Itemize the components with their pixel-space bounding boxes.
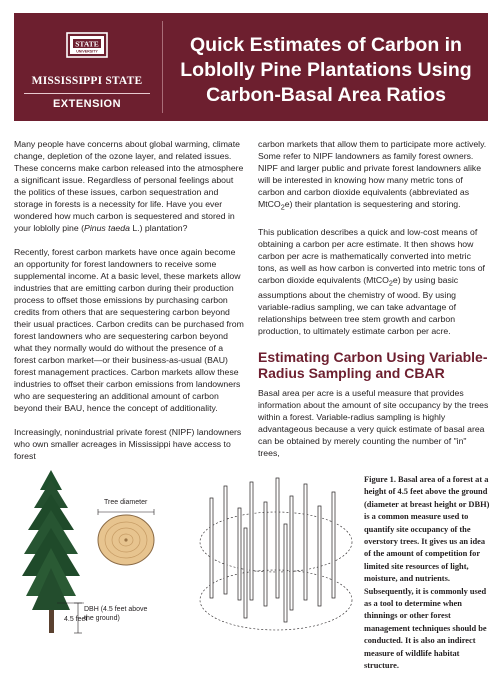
nipf-text-end: e) their plantation is sequestering and storing.	[284, 199, 461, 209]
publication-text-end: e) by using basic assumptions about the chemistry of wood. By using variable-radius sampling, we can take advantage of relationships between tree stem growth and carbon production, to ultimately estimate carbon per acre.	[258, 274, 459, 337]
logo-name: MISSISSIPPI STATE	[31, 75, 143, 87]
logo-university-text: UNIVERSITY	[76, 49, 98, 54]
header-divider	[162, 21, 163, 113]
nipf-continued-paragraph	[258, 138, 490, 214]
publication-text: This publication describes a quick and low-cost means of obtaining a carbon per acre estimate. It then shows how carbon per acre is mathematically converted into metric tons, as well as how carbon is converted into metric tons of carbon dioxide equivalents (MtCO	[258, 226, 485, 285]
title-line-3: Carbon-Basal Area Ratios	[206, 84, 446, 106]
section-heading: Estimating Carbon Using Variable-Radius Sampling and CBAR	[258, 349, 488, 382]
title-line-2: Loblolly Pine Plantations Using	[180, 59, 472, 81]
height-label: 4.5 feet	[64, 616, 88, 623]
tree-diameter-label: Tree diameter	[104, 499, 148, 506]
intro-text-end: L.) plantation?	[129, 223, 188, 233]
pine-tree-illustration	[22, 470, 84, 633]
nipf-paragraph: Increasingly, nonindustrial private forest (NIPF) landowners who own smaller acreages in Mississippi have access to forest	[14, 427, 242, 461]
species-name: Pinus taeda	[84, 223, 130, 233]
msu-extension-logo	[14, 13, 160, 121]
figure-caption: Figure 1. Basal area of a forest at a height of 4.5 feet above the ground (diameter at breast height or DBH) is a common measure used to quantify site occupancy of the overstory trees. It gives us an idea of the amount of competition for limited site resources of light, moisture, and nutrients. Subsequently, it is commonly used as a tool to determine when thinnings or other forest management techniques should be conducted. It is also an indirect measure of wildlife habitat structure.	[364, 475, 490, 671]
subscript: 2	[280, 202, 285, 212]
subscript: 2	[388, 278, 393, 288]
title-line-1: Quick Estimates of Carbon in	[190, 34, 462, 56]
intro-text: Many people have concerns about global warming, climate change, depletion of the ozone layer, and related issues. These concerns make carbon released into the atmosphere a significant issue. Regardless of personal feelings about the politics of these issues, carbon sequestration and storage in forests is a necessity for life. Have you ever wondered how much carbon is sequestered and stored in your loblolly pine (	[14, 139, 244, 233]
publication-paragraph	[258, 226, 490, 338]
figure-1-illustration	[14, 468, 357, 638]
logo-divider	[24, 93, 150, 94]
tree-cross-section	[98, 499, 154, 565]
header-banner	[14, 13, 488, 121]
msu-shield-icon	[67, 31, 107, 59]
logo-state-text: STATE	[75, 39, 99, 49]
intro-paragraph	[14, 138, 244, 234]
right-column	[258, 138, 490, 471]
basal-area-paragraph: Basal area per acre is a useful measure that provides information about the amount of site occupancy by the trees within a forest. Variable-radius sampling is highly advantageous because a very quick estimate of basal area can be obtained by merely counting the number of "in" trees,	[258, 388, 489, 459]
nipf-text: carbon markets that allow them to participate more actively. Some refer to NIPF landowners as family forest owners. NIPF and larger public and private forest landowners alike will be interested in knowing how many metric tons of carbon and carbon dioxide equivalents (abbreviated as MtCO	[258, 139, 487, 209]
page-title	[170, 33, 482, 108]
left-column	[14, 138, 244, 474]
basal-area-plot	[200, 478, 352, 630]
logo-extension: EXTENSION	[52, 98, 122, 110]
dbh-label-continued: the ground)	[84, 615, 120, 622]
dbh-label: DBH (4.5 feet above	[84, 606, 148, 613]
carbon-markets-paragraph: Recently, forest carbon markets have once again become an opportunity for forest landowners to receive some supplemental income. At a basic level, these markets allow industries that are emitting carbon during their production process to offset those emissions by purchasing carbon credits from others that are sequestering carbon beyond their usual practices. Carbon credits can be purchased from forest landowners who are sequestering carbon beyond what they normally would do without the presence of a forest carbon market—or their business-as-usual (BAU) forest management practices. Carbon markets allow these industries to offset their carbon emissions from landowners who are sequestering an additional amount of carbon beyond their BAU, hence the concept of additionality.	[14, 247, 244, 413]
